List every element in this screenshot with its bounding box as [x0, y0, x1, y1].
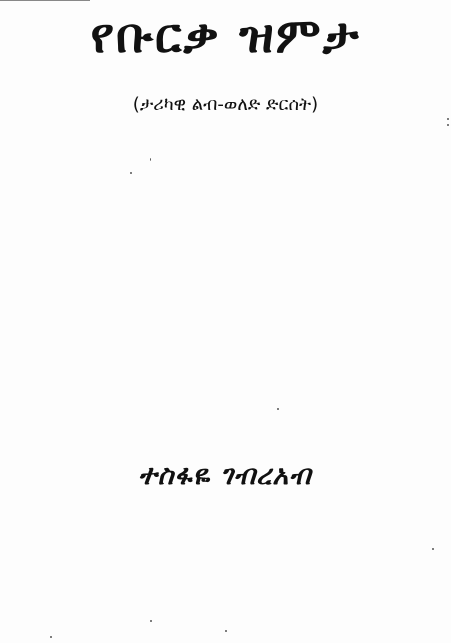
scan-speck [432, 548, 434, 550]
scan-speck [50, 636, 52, 638]
scan-speck [277, 408, 279, 410]
scan-speck [447, 118, 449, 120]
author-name: ተስፋዬ ገብረአብ [138, 460, 312, 491]
scan-edge-line [0, 0, 90, 1]
book-subtitle: (ታሪካዊ ልብ-ወለድ ድርሰት) [132, 94, 319, 115]
scan-speck [150, 158, 151, 161]
scan-speck [150, 620, 152, 622]
scan-speck [130, 172, 132, 174]
book-title: የቡርቃ ዝምታ [90, 8, 361, 64]
scan-speck [447, 124, 449, 126]
scan-speck [225, 630, 227, 632]
